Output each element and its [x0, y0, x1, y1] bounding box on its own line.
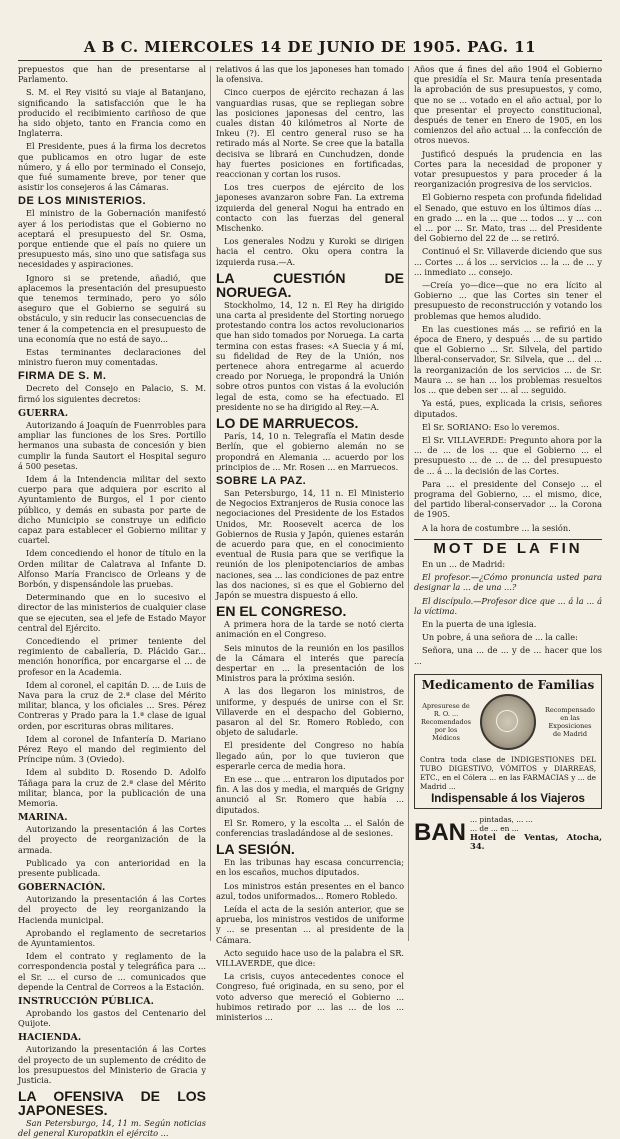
- paragraph: Ignoro si se pretende, añadió, que aplacemos la presentación del presupuesto que tenemos terminado, pero yo sólo aseguro que el Gobierno se seguirá su obstáculo, y sin reducir las consecuencias de tener á la competencia en el presupuesto de una economía que no está de sayo...: [18, 272, 206, 344]
- paragraph: prepuestos que han de presentarse al Parlamento.: [18, 64, 206, 85]
- paragraph: Seis minutos de la reunión en los pasillos de la Cámara el interés que parecía despertar en ... la presentación de los Ministros para la próxima sesión.: [216, 642, 404, 684]
- section-heading: LA CUESTIÓN DE NORUEGA.: [216, 269, 404, 300]
- paragraph: Un pobre, á una señora de ... la calle:: [422, 632, 578, 643]
- ad-left-text: Apresurese de R. O. ... Recomendados por los Médicos: [421, 701, 471, 742]
- paragraph: relativos á las que los japoneses han tomado la ofensiva.: [216, 64, 404, 85]
- paragraph: S. M. el Rey visitó su viaje al Batanjano, significando la satisfacción que le ha producido el recibimiento cariñoso de que ha sido objeto, tanto en Francia como en Inglaterra.: [18, 87, 206, 139]
- paragraph: Leída el acta de la sesión anterior, que se aprueba, los ministros vestidos de uniforme y ... se presentan ... al presidente de la Cámara.: [216, 904, 404, 945]
- paragraph: Autorizando á Joaquín de Fuenrrobles para ampliar las funciones de los Sres. Portillo hermanos una subasta de concesión y bien cumplir la funda Sautort el Hospital seguro á 500 pesetas.: [18, 419, 206, 471]
- paragraph: A la hora de costumbre ... la sesión.: [422, 522, 571, 533]
- column-3: [414, 64, 602, 944]
- advertisement-box: [414, 674, 602, 809]
- section-heading: GUERRA.: [18, 407, 69, 419]
- ad-right-text: Recompensado en las Exposiciones de Madrid: [545, 705, 595, 738]
- paragraph: Idem al coronel de Infantería D. Mariano Pérez Reyo el mando del regimiento del Príncipe núm. 3 (Oviedo).: [18, 733, 206, 765]
- mot-de-la-fin-title: MOT DE LA FIN: [433, 539, 583, 557]
- masthead-rule: [18, 60, 602, 61]
- ban-line: ... pintadas, ... ...: [470, 815, 533, 825]
- paragraph: En la puerta de una iglesia.: [422, 618, 537, 629]
- section-heading: MARINA.: [18, 812, 68, 824]
- ad-footer: Indispensable á los Viajeros: [431, 792, 585, 805]
- paragraph: El ministro de la Gobernación manifestó ayer á los periodistas que el Gobierno no aceptará el presupuesto del Sr. Osma, porque entiende que el país no quiere un presupuesto más, sino uno que satisfaga sus necesidades y aspiraciones.: [18, 208, 206, 270]
- paragraph: El Sr. VILLAVERDE: Pregunto ahora por la ... de ... de los ... que el Gobierno ... el presupuesto ... de ... de ... del presupuesto de ... á ... la decisión de las Cortes.: [414, 434, 602, 476]
- paragraph: El Gobierno respeta con profunda fidelidad el Senado, que estuvo en los últimos días ... en grado ... en la ... que ... todos ... y ... con el ... por ... Sr. Mato, tras ... del Presidente del Gobierno del 22 de ... se retiró.: [414, 192, 602, 244]
- paragraph: Stockholmo, 14, 12 n. El Rey ha dirigido una carta al presidente del Storting noruego protestando contra los actos revolucionarios que han sido tomados por Noruega. La carta termina con estas frases: «A Suecia y á mí, su fidelidad de Rey de la Unión, nos pertenece ahora entregarme al acuerdo creado por Noruega, le propondrá la Unión sobre otros puntos con vistas á la evolución legal de esta, como se ha efectuado. El presidente no se ha dirigido al Rey.—A.: [216, 299, 404, 412]
- paragraph: San Petersburgo, 14, 11 m. Según noticias del general Kuropatkin el ejército ...: [18, 1118, 206, 1139]
- paragraph: Autorizando la presentación á las Cortes del proyecto de un suplemento de crédito de los presupuestos del Ministerio de Gracia y Justicia.: [18, 1044, 206, 1086]
- paragraph: Los ministros están presentes en el banco azul, todos uniformados... Romero Robledo.: [216, 880, 404, 901]
- paragraph: La crisis, cuyos antecedentes conoce el Congreso, fué originada, en su seno, por el voto adverso que mereció el Gobierno ... hubimos retirado por ... las ... de los ... ministerios ...: [216, 971, 404, 1023]
- section-heading: FIRMA DE S. M.: [18, 370, 107, 383]
- section-heading: EN EL CONGRESO.: [216, 603, 347, 620]
- paragraph: Autorizando la presentación á las Cortes del proyecto de ley reorganizando la Hacienda municipal.: [18, 894, 206, 925]
- section-heading: HACIENDA.: [18, 1032, 82, 1044]
- ad-title: Medicamento de Familias: [421, 677, 595, 692]
- ad-body: Contra toda clase de INDIGESTIONES DEL TUBO DIGESTIVO, VÓMITOS y DIARREAS, ETC., en el Cólera ... en las FARMACIAS y ... de Madrid ...: [420, 754, 596, 791]
- masthead-title: A B C. MIERCOLES 14 DE JUNIO DE 1905. PAG. 11: [83, 38, 537, 56]
- paragraph: Concediendo el primer teniente del regimiento de caballería, D. Plácido Gar... mención honorífica, por encargarse el ... de profesor en la Academia.: [18, 635, 206, 677]
- paragraph: El Sr. Romero, y la escolta ... el Salón de conferencias trasladándose al de sesiones.: [216, 817, 404, 838]
- ban-advertisement: [414, 815, 602, 851]
- paragraph: El Sr. SORIANO: Eso lo veremos.: [422, 421, 560, 432]
- section-heading: LO DE MARRUECOS.: [216, 415, 359, 432]
- column-divider: [408, 66, 409, 941]
- column-1: [18, 64, 206, 1139]
- paragraph: Aprobando los gastos del Centenario del Quijote.: [18, 1008, 206, 1029]
- paragraph: París, 14, 10 n. Telegrafía el Matin desde Berlín, que el gobierno alemán no se propondrá en Alemania ... acuerdo por los principios de ... Mr. Rosen ... en Marruecos.: [216, 431, 404, 472]
- paragraph: San Petersburgo, 14, 11 n. El Ministerio de Negocios Extranjeros de Rusia conoce las negociaciones del Presidente de los Estados Unidos, Mr. Roosevelt acerca de los Gobiernos de Rusia y Japón, quienes estarán de acuerdo para que, en el conocimiento eventual de Rusia para que se verifique la reunión de los plenipotenciarios de ambas naciones, sea ... las condiciones de paz entre las dos naciones, si es que el Gobierno del Japón se muestra dispuesto á ello.: [216, 487, 404, 600]
- paragraph: Continuó el Sr. Villaverde diciendo que sus ... Cortes ... á los ... servicios ... la ... de ... y ... inmediato ... consejo.: [414, 246, 602, 277]
- paragraph: Señora, una ... de ... y de ... hacer que los ...: [414, 645, 602, 666]
- paragraph: En ese ... que ... entraron los diputados por fin. A las dos y media, el marqués de Grigny anunció al Sr. Romero que había ... diputados.: [216, 773, 405, 815]
- paragraph: Los generales Nodzu y Kuroki se dirigen hacia el centro. Oku opera contra la izquierda rusa.—A.: [216, 236, 404, 267]
- paragraph: El Presidente, pues á la firma los decretos que publicamos en otro lugar de este número, y á ello por terminado el Consejo, que fué sumamente breve, por tener que asistir los consejeros á las Cámaras.: [18, 141, 206, 193]
- section-heading: SOBRE LA PAZ.: [216, 474, 307, 487]
- section-heading: INSTRUCCIÓN PÚBLICA.: [18, 996, 154, 1008]
- paragraph: Estas terminantes declaraciones del ministro fueron muy comentadas.: [18, 347, 206, 368]
- paragraph: Determinando que en lo sucesivo el director de las ministerios de cualquier clase que se ejecuten, sea el jefe de Estado Mayor central del Ejército.: [18, 592, 206, 633]
- section-heading: LA SESIÓN.: [216, 841, 295, 858]
- paragraph: El profesor.—¿Cómo pronuncia usted para designar la ... de una ...?: [414, 572, 602, 593]
- paragraph: A las dos llegaron los ministros, de uniforme, y después de unirse con el Sr. Villaverde en el despacho del Gobierno, pasaron al del Sr. Romero Robledo, con objeto de saludarle.: [216, 686, 404, 738]
- paragraph: Idem al coronel, el capitán D. ... de Luis de Nava para la cruz de 2.ª clase del Mérito militar, blanca, y los oficiales ... Sres. Pérez Contreras y Prado para la 1.ª clase de igual orden, por escrituras obras militares.: [18, 679, 206, 731]
- paragraph: Publicado ya con anterioridad en la presente publicada.: [18, 857, 206, 879]
- medal-icon: [480, 694, 536, 750]
- paragraph: Idem el contrato y reglamento de la correspondencia postal y telegráfica para ... el Sr. ... el curso de ... comunicados que depende la Central de Correos a la Estación.: [18, 951, 206, 992]
- column-2: [216, 64, 405, 1023]
- paragraph: Los tres cuerpos de ejército de los japoneses avanzaron sobre Fan. La extrema izquierda del general Nogui ha entrado en contacto con las fuerzas del general Mischenko.: [216, 182, 404, 234]
- section-heading: LA OFENSIVA DE LOS JAPONESES.: [18, 1088, 206, 1119]
- paragraph: En un ... de Madrid:: [422, 558, 506, 569]
- ban-word: BAN: [414, 819, 466, 847]
- paragraph: Aprobando el reglamento de secretarios de Ayuntamientos.: [18, 927, 206, 949]
- paragraph: Idem al subdito D. Rosendo D. Adolfo Táñaga para la cruz de 2.ª clase del Mérito militar, blanca, por la publicación de una Memoria.: [18, 767, 206, 808]
- paragraph: Acto seguido hace uso de la palabra el SR. VILLAVERDE, que dice:: [216, 947, 404, 969]
- paragraph: Decreto del Consejo en Palacio, S. M. firmó los siguientes decretos:: [18, 383, 206, 404]
- paragraph: Idem á la Intendencia militar del sexto cuerpo para que adquiera por escrito al Ayuntamiento de Burgos, el 1 por ciento público, y demás en subasta por parte de dicho Municipio se construye un edificio capaz para establecer el Gobierno militar y cuartel.: [18, 473, 206, 546]
- ban-address: Hotel de Ventas, Atocha, 34.: [470, 832, 602, 852]
- paragraph: El discípulo.—Profesor dice que ... á la ... á la víctima.: [414, 595, 602, 616]
- column-divider: [210, 66, 211, 941]
- paragraph: En las tribunas hay escasa concurrencia; en los escaños, muchos diputados.: [216, 857, 404, 878]
- paragraph: El presidente del Congreso no había llegado aún, por lo que tuvieron que esperarle cerca de media hora.: [216, 740, 404, 771]
- paragraph: —Creía yo—dice—que no era lícito al Gobierno ... que las Cortes sin tener el presupuesto de reconstrucción y votando los problemas que hemos aludido.: [414, 280, 602, 321]
- paragraph: A primera hora de la tarde se notó cierta animación en el Congreso.: [216, 619, 404, 640]
- section-heading: GOBERNACIÓN.: [18, 882, 106, 894]
- paragraph: En las cuestiones más ... se refirió en la época de Enero, y después ... de su partido que el Gobierno ... Sr. Silvela, del partido liberal-conservador, Sr. Silvela, que ... del ... la reorganización de los servicios ... de Sr. Maura ... se han ... los problemas resueltos los ... que deben ser ... al ... seguido.: [414, 323, 602, 396]
- paragraph: Justificó después la prudencia en las Cortes para la necesidad de proponer y votar presupuestos y para proceder á la reorganización progresiva de los servicios.: [414, 148, 602, 190]
- section-heading: DE LOS MINISTERIOS.: [18, 195, 147, 208]
- paragraph: Autorizando la presentación á las Cortes del proyecto de reorganización de la armada.: [18, 824, 206, 855]
- paragraph: Para ... el presidente del Consejo ... el programa del Gobierno, ... el mismo, dice, del partido liberal-conservador ... la Corona de 1905.: [414, 478, 602, 520]
- paragraph: Años que á fines del año 1904 el Gobierno que presidía el Sr. Maura tenía presentada la aprobación de sus presupuestos, y como, que no se ... votado en el año actual, por lo que presentar el proyecto constitucional, después de tener en Enero de 1905, en los comienzos del año actual ... la confección de otros nuevos.: [414, 64, 602, 146]
- paragraph: Cinco cuerpos de ejército rechazan á las vanguardias rusas, que se repliegan sobre las posiciones japonesas del centro, las cuales distan 40 kilómetros al Norte de Inkeu (?). El centro general ruso se ha retirado más al Norte. Se cree que la batalla decisiva se librará en Cunchudzen, donde hay fuertes posiciones en fortificadas, reaccionan y cortan los rusos.: [216, 87, 404, 180]
- paragraph: Ya está, pues, explicada la crisis, señores diputados.: [414, 398, 602, 419]
- paragraph: Idem concediendo el honor de título en la Orden militar de Calatrava al Infante D. Alfonso María Francisco de Orleans y de Borbón, y dispensándole las pruebas.: [18, 548, 206, 589]
- ban-line: ... de ... en ...: [470, 824, 519, 834]
